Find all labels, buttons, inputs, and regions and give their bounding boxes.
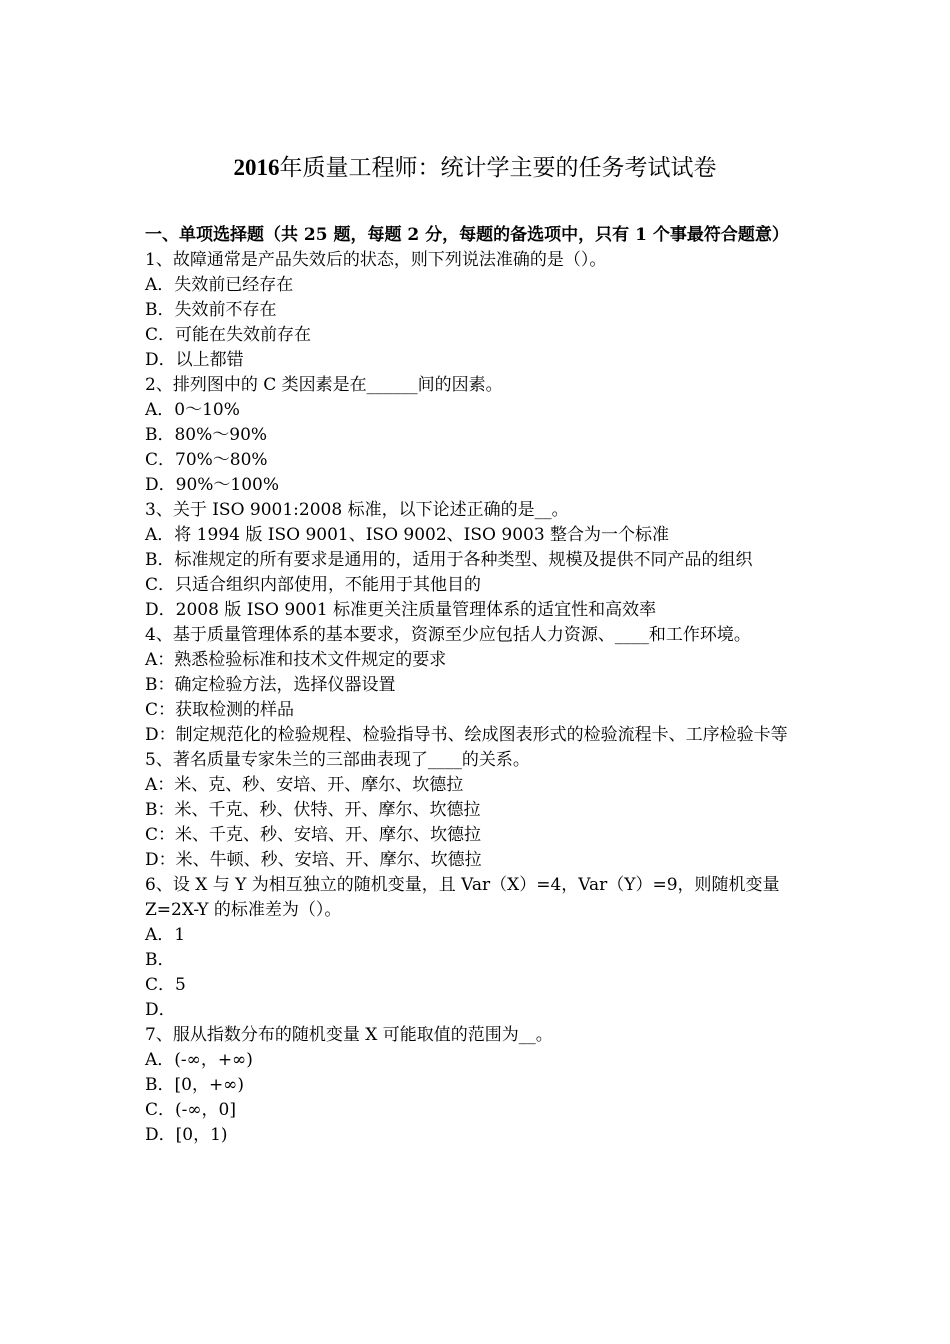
option-b: B：确定检验方法，选择仪器设置 xyxy=(145,675,396,695)
document-title xyxy=(0,152,950,184)
option-d: D．90%～100% xyxy=(145,475,280,495)
option-d: D．2008 版 ISO 9001 标准更关注质量管理体系的适宜性和高效率 xyxy=(145,600,657,620)
title-year: 2016 xyxy=(233,155,280,180)
option-a: A：米、克、秒、安培、开、摩尔、坎德拉 xyxy=(145,775,464,795)
question-6 xyxy=(145,873,810,1023)
question-stem: 2、排列图中的 C 类因素是在______间的因素。 xyxy=(145,375,503,395)
question-4 xyxy=(145,623,810,748)
option-c: C．(-∞，0] xyxy=(145,1100,236,1120)
exam-content xyxy=(145,223,810,1148)
question-stem: 7、服从指数分布的随机变量 X 可能取值的范围为__。 xyxy=(145,1025,553,1045)
section-heading: 一、单项选择题（共 25 题，每题 2 分，每题的备选项中，只有 1 个事最符合题意） xyxy=(145,225,789,245)
question-3 xyxy=(145,498,810,623)
question-stem: 4、基于质量管理体系的基本要求，资源至少应包括人力资源、____和工作环境。 xyxy=(145,625,751,645)
option-a: A．(-∞，+∞) xyxy=(145,1050,253,1070)
option-d: D：制定规范化的检验规程、检验指导书、绘成图表形式的检验流程卡、工序检验卡等 xyxy=(145,725,788,745)
option-a: A．将 1994 版 ISO 9001、ISO 9002、ISO 9003 整合为一个标准 xyxy=(145,525,670,545)
question-1 xyxy=(145,248,810,373)
option-c: C：米、千克、秒、安培、开、摩尔、坎德拉 xyxy=(145,825,482,845)
option-b: B：米、千克、秒、伏特、开、摩尔、坎德拉 xyxy=(145,800,481,820)
option-a: A．0～10% xyxy=(145,400,240,420)
option-b: B．失效前不存在 xyxy=(145,300,277,320)
option-d: D．[0，1) xyxy=(145,1125,228,1145)
option-c: C：获取检测的样品 xyxy=(145,700,295,720)
option-d: D． xyxy=(145,1000,176,1020)
question-stem: 3、关于 ISO 9001:2008 标准，以下论述正确的是__。 xyxy=(145,500,569,520)
question-stem: 1、故障通常是产品失效后的状态，则下列说法准确的是（）。 xyxy=(145,250,607,270)
option-b: B．80%～90% xyxy=(145,425,268,445)
option-c: C．5 xyxy=(145,975,186,995)
option-b: B． xyxy=(145,950,175,970)
title-text: 年质量工程师：统计学主要的任务考试试卷 xyxy=(279,155,717,181)
option-a: A：熟悉检验标准和技术文件规定的要求 xyxy=(145,650,447,670)
option-a: A．失效前已经存在 xyxy=(145,275,294,295)
option-d: D：米、牛顿、秒、安培、开、摩尔、坎德拉 xyxy=(145,850,482,870)
question-stem: 5、著名质量专家朱兰的三部曲表现了____的关系。 xyxy=(145,750,530,770)
option-d: D．以上都错 xyxy=(145,350,244,370)
option-c: C．可能在失效前存在 xyxy=(145,325,312,345)
option-b: B．标准规定的所有要求是通用的，适用于各种类型、规模及提供不同产品的组织 xyxy=(145,550,753,570)
question-2 xyxy=(145,373,810,498)
question-stem: 6、设 X 与 Y 为相互独立的随机变量，且 Var（X）=4，Var（Y）=9，则随机变量 Z=2X-Y 的标准差为（）。 xyxy=(145,875,780,920)
option-a: A．1 xyxy=(145,925,186,945)
option-b: B．[0，+∞) xyxy=(145,1075,244,1095)
option-c: C．只适合组织内部使用，不能用于其他目的 xyxy=(145,575,482,595)
question-7 xyxy=(145,1023,810,1148)
question-5 xyxy=(145,748,810,873)
option-c: C．70%～80% xyxy=(145,450,268,470)
